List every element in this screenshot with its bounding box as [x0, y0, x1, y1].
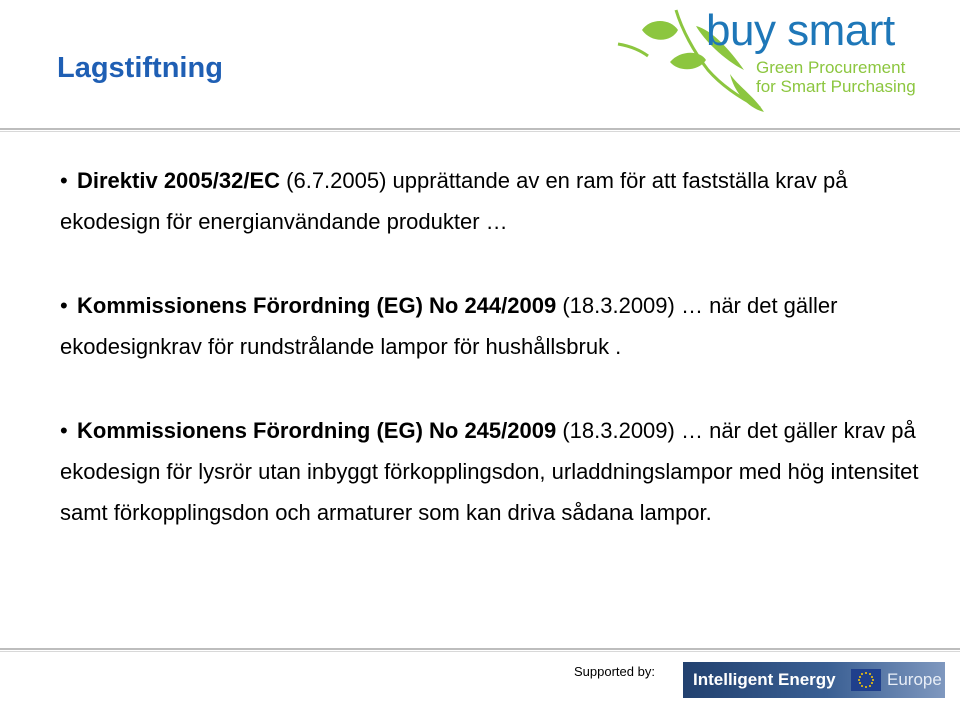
slide-body — [60, 160, 940, 533]
bullet-item-text: (18.3.2009) … när det gäller krav på ekodesign för lysrör utan inbyggt förkopplingsdon, urladdningslampor med hög intensitet samt förkopplingsdon och armaturer som kan driva sådana lampor. — [60, 418, 919, 525]
footer-divider — [0, 648, 960, 653]
banner-suffix: Europe — [887, 670, 942, 689]
bullet-item-directive — [60, 160, 940, 242]
logo-tagline-line1: Green Procurement — [756, 58, 906, 77]
logo-tagline-line2: for Smart Purchasing — [756, 77, 916, 96]
bullet-item-text: (6.7.2005) upprättande av en ram för att fastställa krav på ekodesign för energianvändande produkter … — [60, 168, 848, 234]
bullet-icon: • — [60, 418, 68, 443]
header-divider — [0, 128, 960, 133]
banner-text: Intelligent Energy — [693, 670, 836, 689]
logo-wordmark: buy smart — [706, 6, 895, 55]
bullet-item-regulation-244 — [60, 285, 940, 367]
eu-flag-icon — [851, 669, 881, 691]
bullet-icon: • — [60, 168, 68, 193]
bullet-item-text: (18.3.2009) … när det gäller ekodesignkrav för rundstrålande lampor för hushållsbruk . — [60, 293, 838, 359]
bullet-item-bold: Direktiv 2005/32/EC — [77, 168, 281, 193]
bullet-item-bold: Kommissionens Förordning (EG) No 245/2009 — [77, 418, 557, 443]
intelligent-energy-europe-banner — [683, 662, 945, 698]
bullet-item-bold: Kommissionens Förordning (EG) No 244/2009 — [77, 293, 557, 318]
bullet-item-regulation-245 — [60, 410, 940, 533]
supported-by-label: Supported by: — [574, 664, 655, 679]
slide-title: Lagstiftning — [57, 52, 223, 84]
bullet-icon: • — [60, 293, 68, 318]
